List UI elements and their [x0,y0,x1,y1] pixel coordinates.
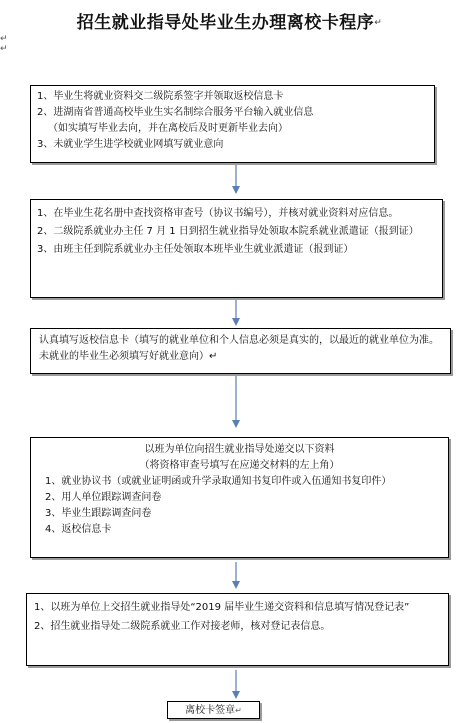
step-1-line-1: 1、毕业生将就业资料交二级院系签字并领取返校信息卡 [37,91,284,102]
final-step-label: 离校卡签章 [185,705,236,716]
step-5-line-2: 2、招生就业指导处二级院系就业工作对接老师，核对登记表信息。 [34,621,331,632]
step-5-box [26,593,449,666]
step-2-line-3: 3、由班主任到院系就业办主任处领取本班毕业生就业派遣证（报到证） [37,244,354,255]
step-4-item-4: 4、返校信息卡 [45,524,112,535]
arrow-4 [234,562,238,590]
step-4-item-3: 3、毕业生跟踪调查问卷 [45,508,152,519]
step-4-item-1: 1、就业协议书（或就业证明函或升学录取通知书复印件或入伍通知书复印件） [45,476,392,487]
edge-paragraph-mark: ↵ ↵ [0,34,8,54]
step-1-line-2: 2、进湖南省普通高校毕业生实名制综合服务平台输入就业信息 [37,107,314,118]
step-1-line-3: （如实填写毕业去向，并在离校后及时更新毕业去向） [48,123,288,134]
arrow-2 [234,300,238,327]
step-1-line-4: 3、未就业学生进学校就业网填写就业意向 [37,139,224,150]
step-2-line-1: 1、在毕业生花名册中查找资格审查号（协议书编号），并核对就业资料对应信息。 [37,208,399,219]
step-2-box [30,199,443,298]
step-5-line-1: 1、以班为单位上交招生就业指导处“2019 届毕业生递交资料和信息填写情况登记表” [34,602,410,613]
step-4-subheading: （将资格审查号填写在应递交材料的左上角） [139,460,340,471]
paragraph-mark: ↵ [374,18,383,28]
step-4-heading: 以班为单位向招生就业指导处递交以下资料 [144,444,335,455]
step-3-text: 认真填写返校信息卡（填写的就业单位和个人信息必须是真实的，以最近的就业单位为准。未就业的毕业生必须填写好就业意向）↵ [39,335,439,362]
final-step-box [167,701,260,719]
arrow-1 [234,165,238,195]
step-2-line-2: 2、二级院系就业办主任 7 月 1 日到招生就业指导处领取本院系就业派遣证（报到证） [37,226,419,237]
arrow-5 [234,670,238,700]
paragraph-mark: ↵ [235,706,242,715]
page-title: 招生就业指导处毕业生办理离校卡程序↵ [76,13,383,33]
arrow-3 [234,376,238,430]
step-4-box [30,437,449,558]
step-3-box [30,328,451,374]
step-4-item-2: 2、用人单位跟踪调查问卷 [45,492,162,503]
step-1-box [30,85,435,163]
